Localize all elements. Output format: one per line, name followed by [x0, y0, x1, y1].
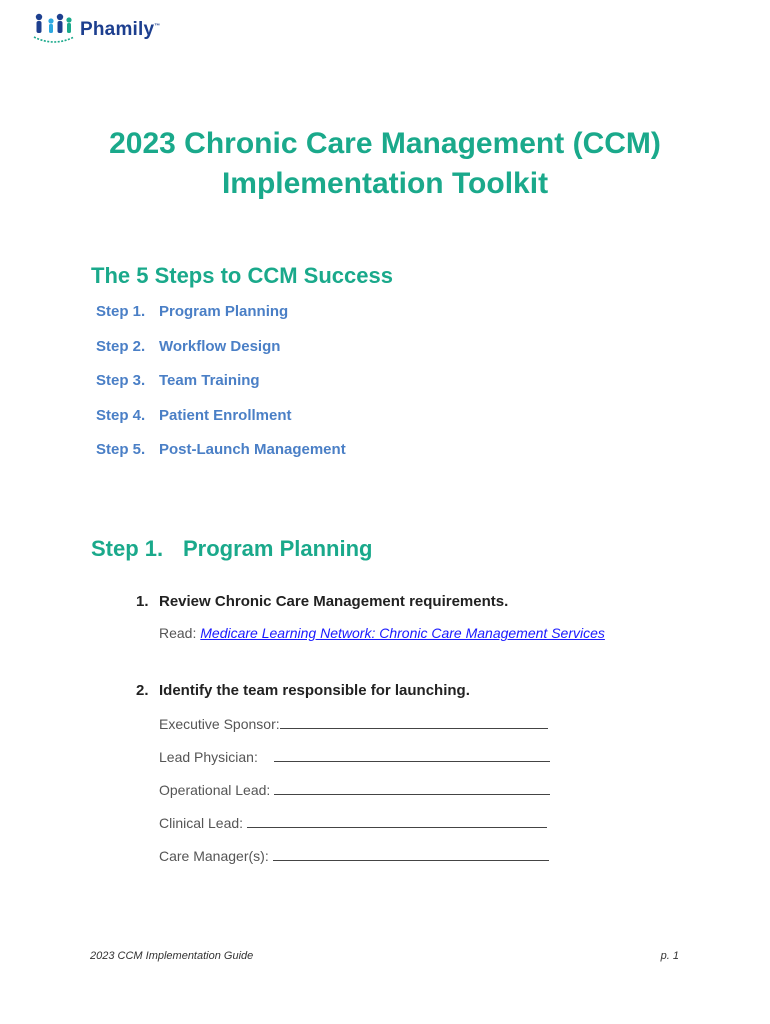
task-number: 1.	[136, 593, 149, 610]
toc-item-workflow-design[interactable]	[96, 338, 346, 373]
care-managers-blank[interactable]	[273, 847, 549, 861]
task-text: Identify the team responsible for launching.	[159, 682, 470, 699]
field-label: Care Manager(s):	[159, 848, 269, 864]
toc-item-patient-enrollment[interactable]	[96, 407, 346, 442]
step1-heading	[91, 536, 372, 562]
steps-list	[96, 303, 346, 476]
read-reference	[159, 625, 605, 641]
toc-item-number: Step 3.	[96, 372, 146, 389]
lead-physician-blank[interactable]	[274, 748, 550, 762]
title-line-1: 2023 Chronic Care Management (CCM)	[109, 127, 661, 160]
title-line-2: Implementation Toolkit	[221, 167, 549, 200]
operational-lead-field	[159, 781, 550, 814]
clinical-lead-field	[159, 814, 550, 847]
toc-item-number: Step 5.	[96, 441, 146, 458]
team-fields	[159, 715, 550, 880]
read-label: Read:	[159, 625, 197, 641]
field-label: Operational Lead:	[159, 782, 271, 798]
family-figures-icon	[30, 11, 78, 49]
care-managers-field	[159, 847, 550, 880]
task-text: Review Chronic Care Management requirements.	[159, 593, 509, 610]
toc-item-label: Team Training	[159, 372, 260, 389]
field-label: Lead Physician:	[159, 749, 258, 765]
steps-heading: The 5 Steps to CCM Success	[91, 263, 393, 288]
executive-sponsor-blank[interactable]	[280, 715, 548, 729]
lead-physician-field	[159, 748, 550, 781]
toc-item-number: Step 4.	[96, 406, 146, 424]
document-title	[0, 124, 770, 204]
toc-item-label: Program Planning	[159, 303, 289, 320]
clinical-lead-blank[interactable]	[247, 814, 547, 828]
logo-wordmark: Phamily™	[80, 19, 161, 40]
field-label: Executive Sponsor:	[159, 716, 280, 732]
toc-item-number: Step 2.	[96, 337, 146, 355]
operational-lead-blank[interactable]	[274, 781, 550, 795]
field-label: Clinical Lead:	[159, 815, 244, 831]
footer-guide-title: 2023 CCM Implementation Guide	[90, 950, 254, 962]
toc-item-label: Workflow Design	[159, 337, 281, 355]
task-review-requirements	[136, 593, 508, 610]
toc-item-label: Patient Enrollment	[159, 406, 292, 424]
toc-item-team-training[interactable]	[96, 372, 346, 407]
step1-heading-title: Program Planning	[183, 536, 373, 561]
toc-item-number: Step 1.	[96, 303, 146, 320]
toc-item-post-launch-management[interactable]	[96, 441, 346, 476]
task-identify-team	[136, 682, 470, 699]
phamily-logo	[30, 10, 170, 50]
medicare-ccm-link[interactable]: Medicare Learning Network: Chronic Care Management Services	[200, 625, 605, 641]
toc-item-program-planning[interactable]	[96, 303, 346, 338]
task-number: 2.	[136, 682, 149, 699]
footer-page-number: p. 1	[660, 950, 679, 962]
executive-sponsor-field	[159, 715, 550, 748]
toc-item-label: Post-Launch Management	[159, 441, 346, 458]
step1-heading-number: Step 1.	[91, 536, 164, 561]
